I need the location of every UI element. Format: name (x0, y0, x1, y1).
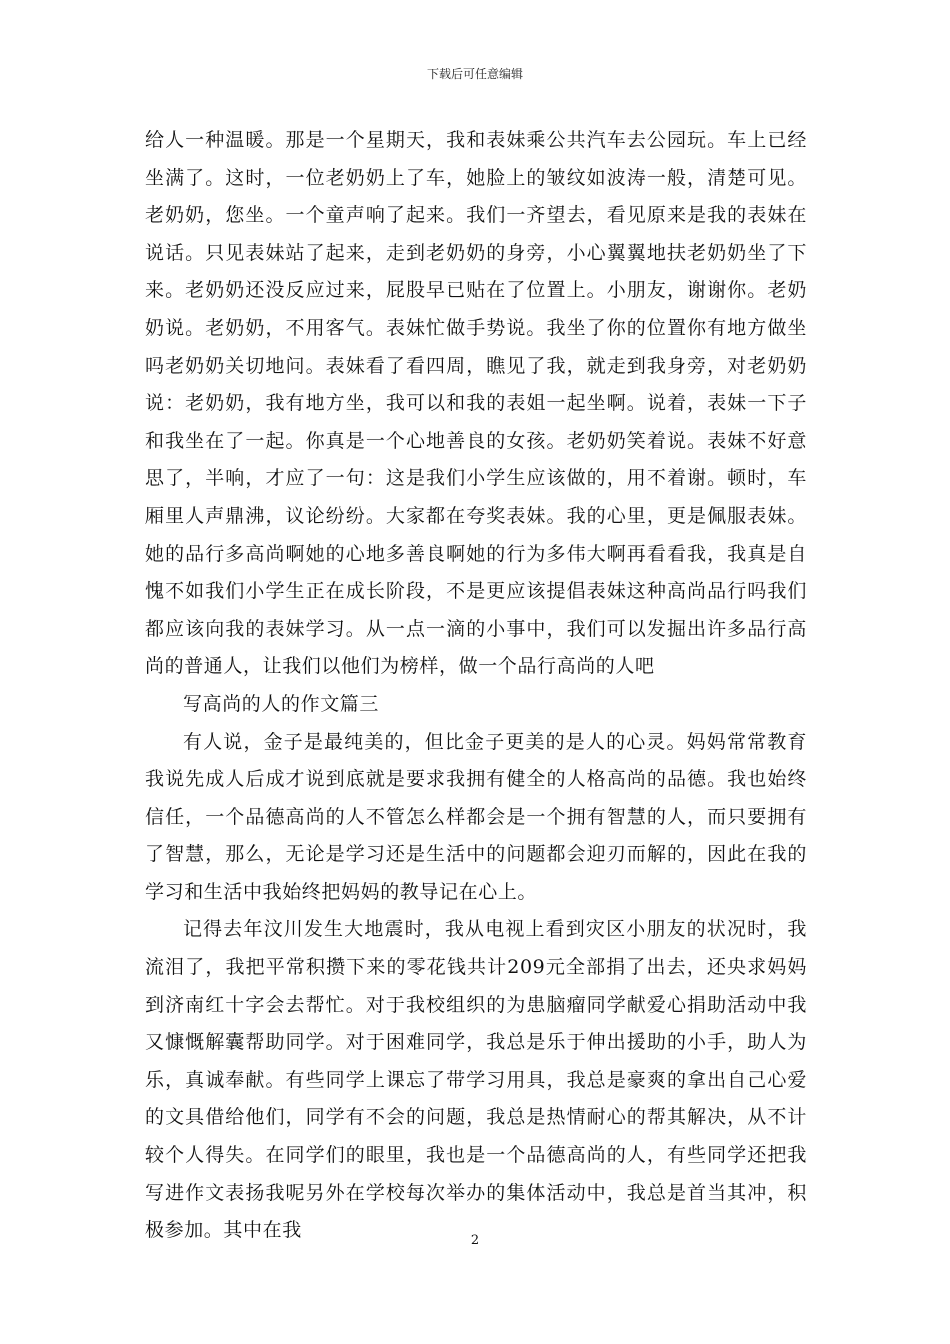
section-heading: 写高尚的人的作文篇三 (183, 692, 380, 715)
paragraph-intro: 有人说，金子是最纯美的，但比金子更美的是人的心灵。妈妈常常教育我说先成人后成才说到底就是要求我拥有健全的人格高尚的品德。我也始终信任，一个品德高尚的人不管怎么样都会是一个拥有智慧的人，而只要拥有了智慧，那么，无论是学习还是生活中的问题都会迎刃而解的，因此在我的学习和生活中我始终把妈妈的教导记在心上。 (145, 730, 807, 903)
page-header: 下载后可任意编辑 (426, 67, 523, 81)
document-body (145, 122, 807, 1250)
paragraph-earthquake: 记得去年汶川发生大地震时，我从电视上看到灾区小朋友的状况时，我流泪了，我把平常积攒下来的零花钱共计209元全部捐了出去，还央求妈妈到济南红十字会去帮忙。对于我校组织的为患脑瘤同学献爱心捐助活动中我又慷慨解囊帮助同学。对于困难同学，我总是乐于伸出援助的小手，助人为乐，真诚奉献。有些同学上课忘了带学习用具，我总是豪爽的拿出自己心爱的文具借给他们，同学有不会的问题，我总是热情耐心的帮其解决，从不计较个人得失。在同学们的眼里，我也是一个品德高尚的人，有些同学还把我写进作文表扬我呢另外在学校每次举办的集体活动中，我总是首当其冲，积极参加。其中在我 (145, 918, 807, 1242)
paragraph-continuation: 给人一种温暖。那是一个星期天，我和表妹乘公共汽车去公园玩。车上已经坐满了。这时，一位老奶奶上了车，她脸上的皱纹如波涛一般，清楚可见。老奶奶，您坐。一个童声响了起来。我们一齐望去，看见原来是我的表妹在说话。只见表妹站了起来，走到老奶奶的身旁，小心翼翼地扶老奶奶坐了下来。老奶奶还没反应过来，屁股早已贴在了位置上。小朋友，谢谢你。老奶奶说。老奶奶，不用客气。表妹忙做手势说。我坐了你的位置你有地方做坐吗老奶奶关切地问。表妹看了看四周，瞧见了我，就走到我身旁，对老奶奶说：老奶奶，我有地方坐，我可以和我的表姐一起坐啊。说着，表妹一下子和我坐在了一起。你真是一个心地善良的女孩。老奶奶笑着说。表妹不好意思了，半响，才应了一句：这是我们小学生应该做的，用不着谢。顿时，车厢里人声鼎沸，议论纷纷。大家都在夸奖表妹。我的心里，更是佩服表妹。她的品行多高尚啊她的心地多善良啊她的行为多伟大啊再看看我，我真是自愧不如我们小学生正在成长阶段，不是更应该提倡表妹这种高尚品行吗我们都应该向我的表妹学习。从一点一滴的小事中，我们可以发掘出许多品行高尚的普通人，让我们以他们为榜样，做一个品行高尚的人吧 (145, 129, 807, 678)
page-number: 2 (470, 1233, 480, 1248)
